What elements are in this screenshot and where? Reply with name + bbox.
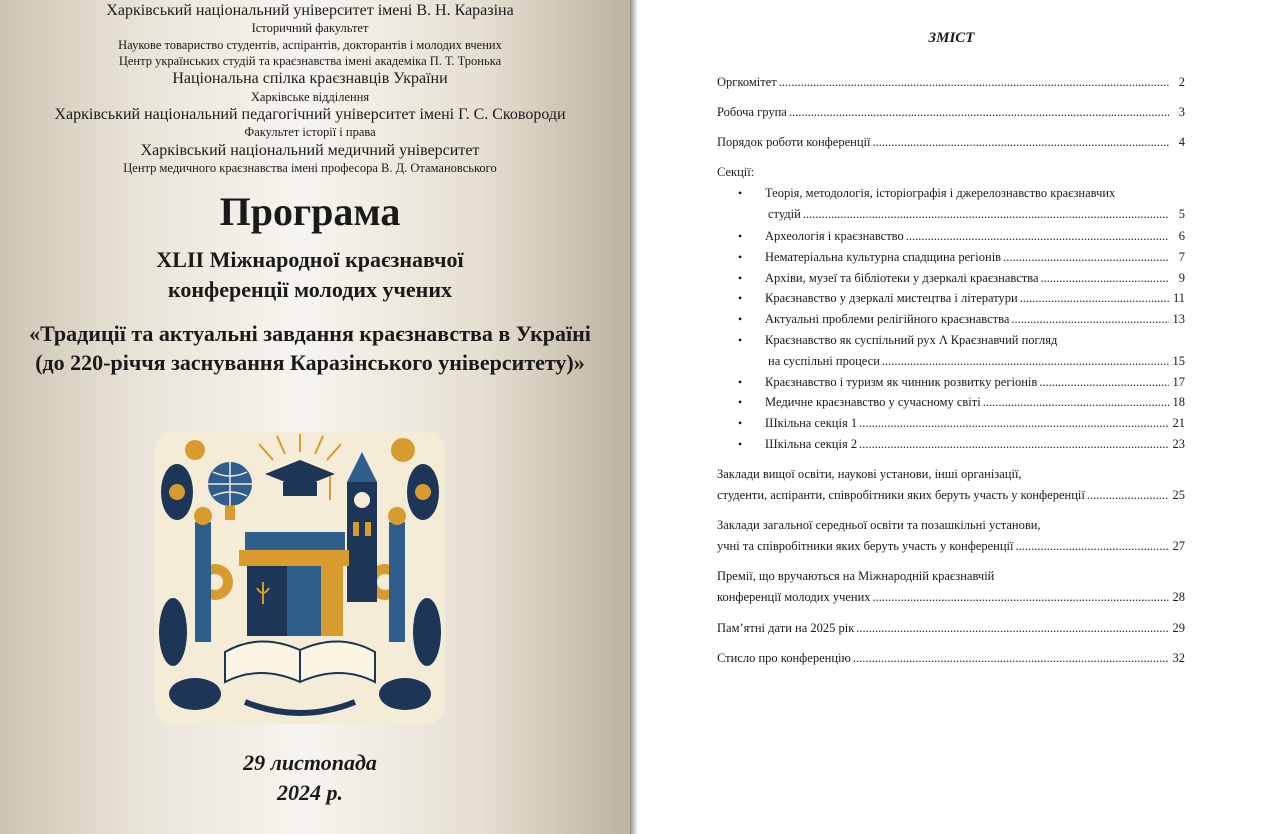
organizer-skovoroda-university: Харківський національний педагогічний університет імені Г. С. Сковороди <box>54 106 566 123</box>
toc-entry-label: Шкільна секція 1 <box>765 416 858 430</box>
toc-section-line-1: Теорія, методологія, історіографія і джерелознавство краєзнавчих <box>765 186 1116 200</box>
page-gutter <box>630 0 638 834</box>
toc-entry-page: 27 <box>1172 539 1185 553</box>
toc-entry-label: Шкільна секція 2 <box>765 437 858 451</box>
toc-section-religion[interactable] <box>765 312 1185 327</box>
toc-entry-label: Порядок роботи конференції <box>717 135 871 149</box>
toc-entry-label: конференції молодих учених <box>717 590 871 604</box>
toc-entry-schools[interactable] <box>717 539 1185 554</box>
toc-entry-label: Нематеріальна культурна спадщина регіонів <box>765 250 1002 264</box>
cover-page <box>0 0 632 834</box>
toc-entry-label: Пам’ятні дати на 2025 рік <box>717 621 855 635</box>
toc-section-school-1[interactable] <box>765 416 1185 431</box>
toc-entry-label: Архіви, музеї та бібліотеки у дзеркалі краєзнавства <box>765 271 1039 285</box>
toc-entry-page: 21 <box>1172 416 1185 430</box>
organizer-medical-center: Центр медичного краєзнавства імені професора В. Д. Отамановського <box>123 161 497 175</box>
toc-entry-label: студенти, аспіранти, співробітники яких беруть участь у конференції <box>717 488 1085 502</box>
toc-section-tourism[interactable] <box>765 375 1185 390</box>
toc-section-social-movement[interactable] <box>765 354 1185 369</box>
toc-sections-label: Секції: <box>717 165 755 179</box>
conference-theme-line-2: (до 220-річчя заснування Каразінського університету)» <box>35 350 585 375</box>
toc-entry-page: 23 <box>1172 437 1185 451</box>
organizer-karazin: Харківський національний університет імені В. Н. Каразіна <box>106 2 514 19</box>
toc-entry-page: 25 <box>1172 488 1185 502</box>
toc-entry-awards[interactable] <box>717 590 1185 605</box>
toc-tail-line-1: Заклади загальної середньої освіти та позашкільні установи, <box>717 518 1041 532</box>
bullet-icon: • <box>738 395 743 409</box>
toc-entry-about-conference[interactable] <box>717 651 1185 666</box>
toc-entry-page: 13 <box>1172 312 1185 326</box>
toc-section-school-2[interactable] <box>765 437 1185 452</box>
toc-entry-page: 17 <box>1172 375 1185 389</box>
emblem-illustration <box>155 432 445 724</box>
bullet-icon: • <box>738 186 743 200</box>
bullet-icon: • <box>738 375 743 389</box>
toc-entry-page: 18 <box>1172 395 1185 409</box>
toc-entry-page: 2 <box>1178 75 1185 89</box>
toc-entry-label: Краєзнавство і туризм як чинник розвитку регіонів <box>765 375 1038 389</box>
toc-entry-page: 5 <box>1178 207 1185 221</box>
toc-entry-page: 4 <box>1178 135 1185 149</box>
program-title: Програма <box>219 189 401 234</box>
toc-tail-line-1: Премії, що вручаються на Міжнародній краєзнавчій <box>717 569 995 583</box>
toc-section-intangible-heritage[interactable] <box>765 250 1185 265</box>
toc-entry-page: 3 <box>1178 105 1185 119</box>
toc-page <box>638 0 1265 834</box>
conference-name-line-1: XLII Міжнародної краєзнавчої <box>156 247 464 272</box>
organizer-medical-university: Харківський національний медичний університет <box>140 142 480 159</box>
conference-theme-line-1: «Традиції та актуальні завдання краєзнавства в Україні <box>29 321 591 346</box>
toc-entry-page: 6 <box>1178 229 1185 243</box>
toc-entry-memorable-dates[interactable] <box>717 621 1185 636</box>
toc-entry-page: 29 <box>1172 621 1185 635</box>
toc-section-medical[interactable] <box>765 395 1185 410</box>
bullet-icon: • <box>738 437 743 451</box>
organizer-ukrainian-studies-center: Центр українських студій та краєзнавства імені академіка П. Т. Тронька <box>118 54 502 68</box>
bullet-icon: • <box>738 333 743 347</box>
toc-entry-schedule[interactable] <box>717 135 1185 150</box>
conference-date: 29 листопада <box>243 750 377 775</box>
toc-entry-page: 15 <box>1172 354 1185 368</box>
toc-section-theory[interactable] <box>765 207 1185 222</box>
bullet-icon: • <box>738 229 743 243</box>
toc-entry-page: 7 <box>1178 250 1185 264</box>
toc-entry-working-group[interactable] <box>717 105 1185 120</box>
toc-section-art-literature[interactable] <box>765 291 1185 306</box>
organizer-history-law-faculty: Факультет історії і права <box>244 125 376 139</box>
bullet-icon: • <box>738 271 743 285</box>
toc-entry-page: 28 <box>1172 590 1185 604</box>
toc-section-archaeology[interactable] <box>765 229 1185 244</box>
organizer-national-union: Національна спілка краєзнавців України <box>172 70 448 87</box>
bullet-icon: • <box>738 250 743 264</box>
toc-entry-page: 9 <box>1178 271 1185 285</box>
toc-entry-label: учні та співробітники яких беруть участь у конференції <box>717 539 1014 553</box>
toc-entry-label: Археологія і краєзнавство <box>765 229 904 243</box>
conference-year: 2024 р. <box>277 780 343 805</box>
conference-name-line-2: конференції молодих учених <box>167 277 453 302</box>
toc-entry-label: на суспільні процеси <box>768 354 880 368</box>
toc-entry-label: Актуальні проблеми релігійного краєзнавства <box>765 312 1010 326</box>
toc-entry-label: Краєзнавство у дзеркалі мистецтва і літератури <box>765 291 1018 305</box>
toc-entry-label: студій <box>768 207 801 221</box>
toc-entry-label: Медичне краєзнавство у сучасному світі <box>765 395 981 409</box>
toc-tail-line-1: Заклади вищої освіти, наукові установи, інші організації, <box>717 467 1022 481</box>
toc-section-archives[interactable] <box>765 271 1185 286</box>
toc-section-line-1: Краєзнавство як суспільний рух Λ Краєзнавчий погляд <box>765 333 1058 347</box>
bullet-icon: • <box>738 291 743 305</box>
toc-entry-page: 11 <box>1172 291 1185 305</box>
toc-title: ЗМІСТ <box>928 30 975 46</box>
bullet-icon: • <box>738 416 743 430</box>
bullet-icon: • <box>738 312 743 326</box>
toc-entry-label: Оргкомітет <box>717 75 777 89</box>
organizer-kharkiv-branch: Харківське відділення <box>250 90 370 104</box>
toc-entry-universities[interactable] <box>717 488 1185 503</box>
toc-entry-orgcommittee[interactable] <box>717 75 1185 90</box>
organizer-history-faculty: Історичний факультет <box>251 21 369 35</box>
toc-entry-label: Робоча група <box>717 105 787 119</box>
organizer-student-society: Наукове товариство студентів, аспірантів, докторантів і молодих вчених <box>118 38 502 52</box>
toc-entry-page: 32 <box>1172 651 1185 665</box>
toc-entry-label: Стисло про конференцію <box>717 651 851 665</box>
